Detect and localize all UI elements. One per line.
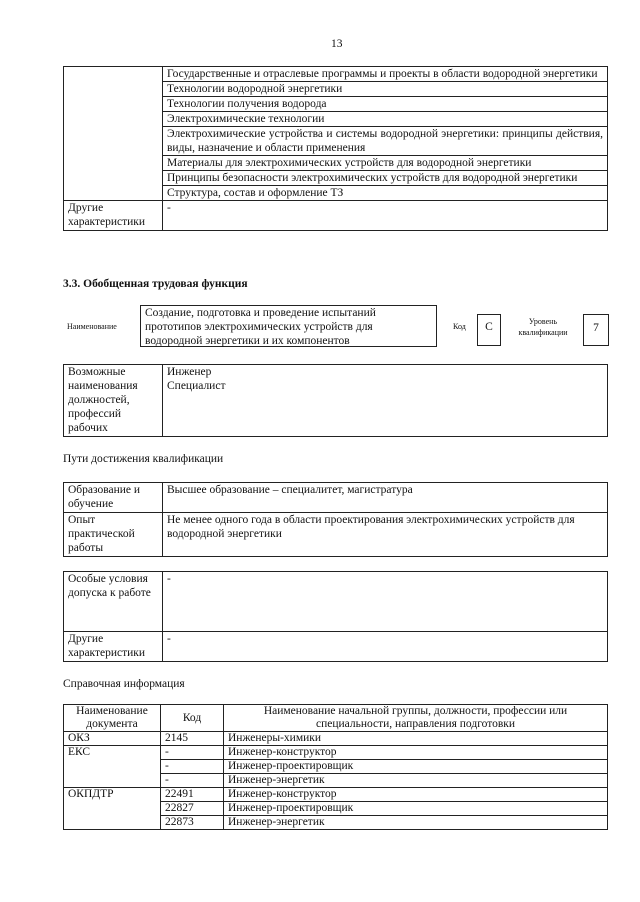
special-conditions-value: - — [163, 572, 608, 632]
name-cell: Инженер-проектировщик — [224, 760, 608, 774]
document-name: ОКЗ — [64, 732, 161, 746]
level-value: 7 — [583, 314, 609, 346]
code-cell: 22873 — [161, 816, 224, 830]
conditions-table — [63, 571, 608, 662]
education-table — [63, 482, 608, 557]
code-cell: 2145 — [161, 732, 224, 746]
knowledge-item: Принципы безопасности электрохимических устройств для водородной энергетики — [163, 171, 608, 186]
code-cell: - — [161, 746, 224, 760]
education-value: Высшее образование – специалитет, магистратура — [163, 483, 608, 513]
knowledge-item: Электрохимические технологии — [163, 112, 608, 127]
section-title: 3.3. Обобщенная трудовая функция — [63, 278, 248, 290]
other-characteristics-label: Другие характеристики — [64, 632, 163, 662]
special-conditions-label: Особые условия допуска к работе — [64, 572, 163, 632]
other-characteristics-value: - — [163, 201, 608, 231]
experience-label: Опыт практической работы — [64, 513, 163, 557]
experience-value: Не менее одного года в области проектирования электрохимических устройств для водородной энергетики — [163, 513, 608, 557]
table-row — [64, 788, 608, 802]
name-cell: Инженер-конструктор — [224, 788, 608, 802]
positions-table — [63, 364, 608, 437]
code-cell: - — [161, 760, 224, 774]
document-name: ОКПДТР — [64, 788, 161, 830]
name-cell: Инженеры-химики — [224, 732, 608, 746]
knowledge-item: Структура, состав и оформление ТЗ — [163, 186, 608, 201]
document-name: ЕКС — [64, 746, 161, 788]
reference-table — [63, 704, 608, 830]
positions-values — [163, 365, 608, 437]
knowledge-item: Электрохимические устройства и системы водородной энергетики: принципы действия, виды, назначение и области применения — [163, 127, 608, 156]
name-cell: Инженер-энергетик — [224, 816, 608, 830]
education-label: Образование и обучение — [64, 483, 163, 513]
code-cell: 22491 — [161, 788, 224, 802]
function-name-value: Создание, подготовка и проведение испытаний прототипов электрохимических устройств для водородной энергетики и их компонентов — [140, 305, 437, 347]
knowledge-item: Государственные и отраслевые программы и проекты в области водородной энергетики — [163, 67, 608, 82]
paths-heading: Пути достижения квалификации — [63, 453, 224, 465]
knowledge-item: Технологии получения водорода — [163, 97, 608, 112]
name-cell: Инженер-проектировщик — [224, 802, 608, 816]
table-row — [64, 746, 608, 760]
code-value: С — [477, 314, 501, 346]
table-row — [64, 732, 608, 746]
other-characteristics-value: - — [163, 632, 608, 662]
level-label: Уровень квалификации — [518, 317, 568, 337]
name-cell: Инженер-энергетик — [224, 774, 608, 788]
header-document: Наименование документа — [64, 705, 161, 732]
code-cell: 22827 — [161, 802, 224, 816]
reference-heading: Справочная информация — [63, 678, 185, 690]
header-code: Код — [161, 705, 224, 732]
positions-label: Возможные наименования должностей, профессий рабочих — [64, 365, 163, 437]
empty-cell — [64, 67, 163, 201]
knowledge-item: Материалы для электрохимических устройств для водородной энергетики — [163, 156, 608, 171]
name-cell: Инженер-конструктор — [224, 746, 608, 760]
function-name-label: Наименование — [67, 322, 117, 331]
code-cell: - — [161, 774, 224, 788]
page-number: 13 — [331, 38, 343, 50]
position-name: Специалист — [167, 380, 226, 392]
knowledge-item: Технологии водородной энергетики — [163, 82, 608, 97]
code-label: Код — [453, 322, 466, 331]
header-name: Наименование начальной группы, должности, профессии или специальности, направления подготовки — [224, 705, 608, 732]
other-characteristics-label: Другие характеристики — [64, 201, 163, 231]
position-name: Инженер — [167, 366, 212, 378]
knowledge-table — [63, 66, 608, 231]
